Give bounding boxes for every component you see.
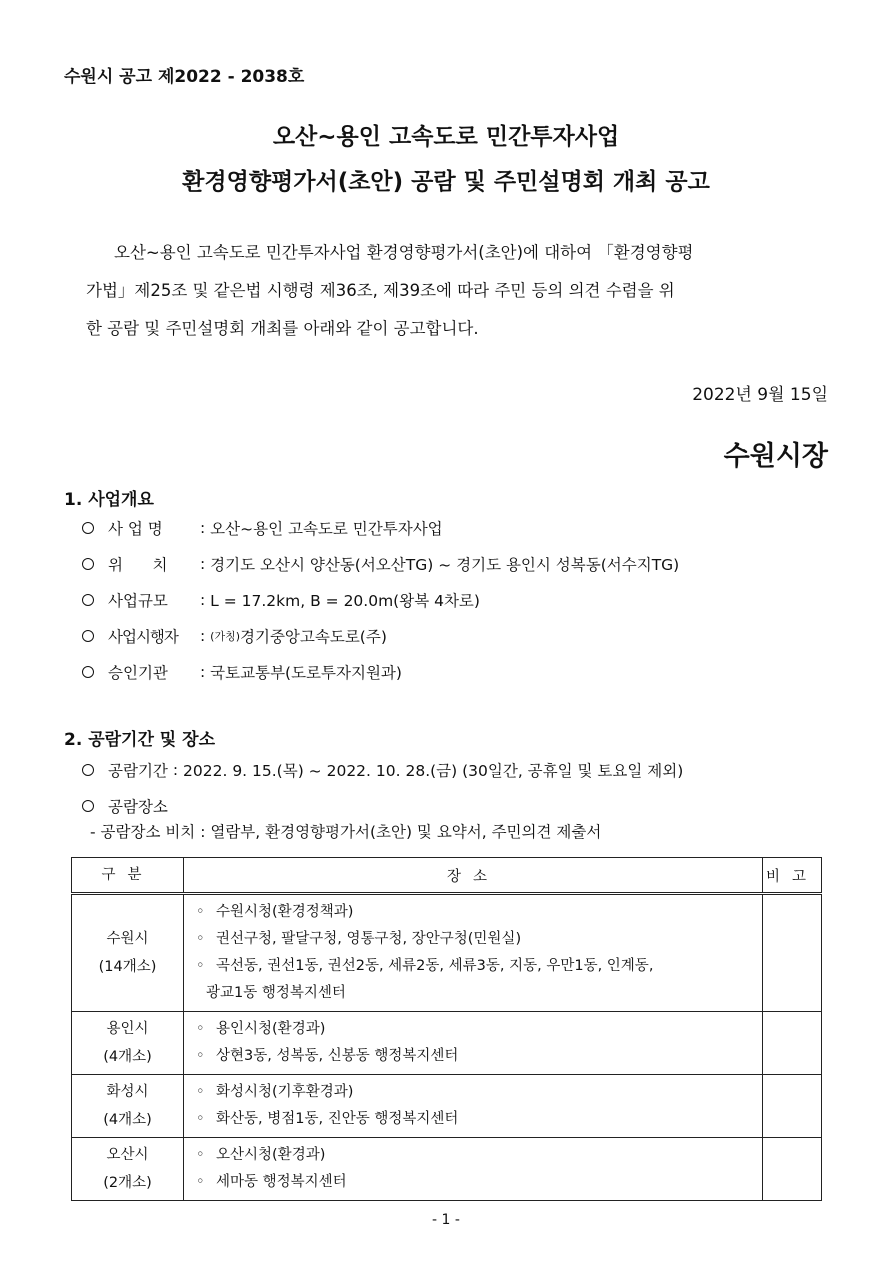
signer: 수원시장 bbox=[723, 441, 828, 472]
region-cell bbox=[72, 1138, 184, 1201]
viewing-places-table bbox=[71, 857, 822, 1201]
item-value: 경기도 오산시 양산동(서오산TG) ~ 경기도 용인시 성복동(서수지TG) bbox=[210, 556, 680, 574]
place-item-continuation: 광교1동 행정복지센터 bbox=[206, 985, 346, 1001]
region-count: (4개소) bbox=[103, 1049, 152, 1065]
list-item bbox=[82, 546, 842, 582]
viewing-info-list bbox=[82, 752, 842, 824]
item-value: L = 17.2km, B = 20.0m(왕복 4차로) bbox=[210, 592, 480, 610]
place-item: ◦ 용인시청(환경과) bbox=[196, 1016, 762, 1043]
circle-bullet-icon bbox=[82, 800, 94, 812]
region-name: 오산시 bbox=[106, 1147, 149, 1163]
place-note: - 공람장소 비치 : 열람부, 환경영향평가서(초안) 및 요약서, 주민의견 제출서 bbox=[90, 823, 602, 841]
item-separator: : bbox=[200, 591, 206, 609]
circle-bullet-icon bbox=[82, 522, 94, 534]
place-cell bbox=[184, 1075, 763, 1138]
item-label: 위 치 bbox=[108, 556, 168, 574]
header-place: 장소 bbox=[184, 858, 763, 894]
place-cell bbox=[184, 1012, 763, 1075]
table-row bbox=[72, 1138, 822, 1201]
region-cell bbox=[72, 894, 184, 1012]
notice-number: 수원시 공고 제2022 - 2038호 bbox=[64, 67, 305, 87]
table-row bbox=[72, 1075, 822, 1138]
period-value: 2022. 9. 15.(목) ~ 2022. 10. 28.(금) (30일간, 공휴일 및 토요일 제외) bbox=[183, 762, 684, 780]
circle-bullet-icon bbox=[82, 630, 94, 642]
item-separator: : bbox=[200, 627, 206, 645]
item-prefix: (가칭) bbox=[210, 630, 241, 643]
list-item bbox=[82, 510, 842, 546]
section-1-title: 1. 사업개요 bbox=[64, 490, 154, 510]
region-count: (2개소) bbox=[103, 1175, 152, 1191]
notice-date: 2022년 9월 15일 bbox=[692, 385, 828, 405]
region-count: (14개소) bbox=[98, 959, 157, 975]
region-name: 용인시 bbox=[106, 1021, 149, 1037]
small-circle-icon: ◦ bbox=[196, 1147, 205, 1163]
intro-line-1: 오산~용인 고속도로 민간투자사업 환경영향평가서(초안)에 대하여 「환경영향평 bbox=[114, 243, 694, 262]
title-line-1: 오산~용인 고속도로 민간투자사업 bbox=[272, 124, 620, 150]
item-separator: : bbox=[200, 663, 206, 681]
region-cell bbox=[72, 1075, 184, 1138]
item-value: 국토교통부(도로투자지원과) bbox=[210, 664, 402, 682]
title-line-2: 환경영향평가서(초안) 공람 및 주민설명회 개최 공고 bbox=[182, 169, 710, 195]
small-circle-icon: ◦ bbox=[196, 904, 205, 920]
list-item bbox=[82, 788, 842, 824]
place-item: ◦ 상현3동, 성복동, 신봉동 행정복지센터 bbox=[196, 1043, 762, 1070]
list-item bbox=[82, 752, 842, 788]
place-item: ◦ 수원시청(환경정책과) bbox=[196, 899, 762, 926]
period-label: 공람기간 bbox=[108, 762, 168, 780]
small-circle-icon: ◦ bbox=[196, 958, 205, 974]
table-row bbox=[72, 1012, 822, 1075]
place-item: ◦ 화성시청(기후환경과) bbox=[196, 1079, 762, 1106]
place-item: ◦ 화산동, 병점1동, 진안동 행정복지센터 bbox=[196, 1106, 762, 1133]
page-number: - 1 - bbox=[432, 1212, 460, 1228]
place-cell bbox=[184, 1138, 763, 1201]
place-item: ◦ 오산시청(환경과) bbox=[196, 1142, 762, 1169]
place-cell bbox=[184, 894, 763, 1012]
section-2-title: 2. 공람기간 및 장소 bbox=[64, 730, 215, 750]
project-overview-list bbox=[82, 510, 842, 690]
place-item: ◦ 권선구청, 팔달구청, 영통구청, 장안구청(민원실) bbox=[196, 926, 762, 953]
place-label: 공람장소 bbox=[108, 798, 168, 816]
item-value: 경기중앙고속도로(주) bbox=[240, 628, 387, 646]
region-count: (4개소) bbox=[103, 1112, 152, 1128]
intro-line-2: 가법」제25조 및 같은법 시행령 제36조, 제39조에 따라 주민 등의 의견 수렴을 위 bbox=[86, 281, 675, 300]
region-name: 수원시 bbox=[106, 931, 149, 947]
place-item: ◦ 곡선동, 권선1동, 권선2동, 세류2동, 세류3동, 지동, 우만1동, 인계동, bbox=[196, 953, 762, 980]
circle-bullet-icon bbox=[82, 666, 94, 678]
intro-line-3: 한 공람 및 주민설명회 개최를 아래와 같이 공고합니다. bbox=[86, 319, 479, 338]
note-cell bbox=[763, 894, 822, 1012]
item-value: 오산~용인 고속도로 민간투자사업 bbox=[210, 520, 443, 538]
small-circle-icon: ◦ bbox=[196, 1111, 205, 1127]
header-note: 비고 bbox=[763, 858, 822, 894]
list-item bbox=[82, 618, 842, 654]
small-circle-icon: ◦ bbox=[196, 1048, 205, 1064]
intro-paragraph bbox=[86, 234, 828, 348]
item-label: 사업규모 bbox=[108, 592, 168, 610]
period-separator: : bbox=[172, 761, 179, 779]
item-label: 사 업 명 bbox=[108, 520, 163, 538]
circle-bullet-icon bbox=[82, 594, 94, 606]
item-separator: : bbox=[200, 519, 206, 537]
note-cell bbox=[763, 1138, 822, 1201]
item-separator: : bbox=[200, 555, 206, 573]
list-item bbox=[82, 582, 842, 618]
small-circle-icon: ◦ bbox=[196, 1174, 205, 1190]
header-region: 구분 bbox=[72, 858, 184, 894]
region-cell bbox=[72, 1012, 184, 1075]
item-label: 사업시행자 bbox=[108, 628, 178, 646]
small-circle-icon: ◦ bbox=[196, 1021, 205, 1037]
small-circle-icon: ◦ bbox=[196, 931, 205, 947]
list-item bbox=[82, 654, 842, 690]
item-label: 승인기관 bbox=[108, 664, 168, 682]
table-row bbox=[72, 894, 822, 1012]
note-cell bbox=[763, 1012, 822, 1075]
circle-bullet-icon bbox=[82, 764, 94, 776]
place-item: ◦ 세마동 행정복지센터 bbox=[196, 1169, 762, 1196]
note-cell bbox=[763, 1075, 822, 1138]
small-circle-icon: ◦ bbox=[196, 1084, 205, 1100]
region-name: 화성시 bbox=[106, 1084, 149, 1100]
circle-bullet-icon bbox=[82, 558, 94, 570]
